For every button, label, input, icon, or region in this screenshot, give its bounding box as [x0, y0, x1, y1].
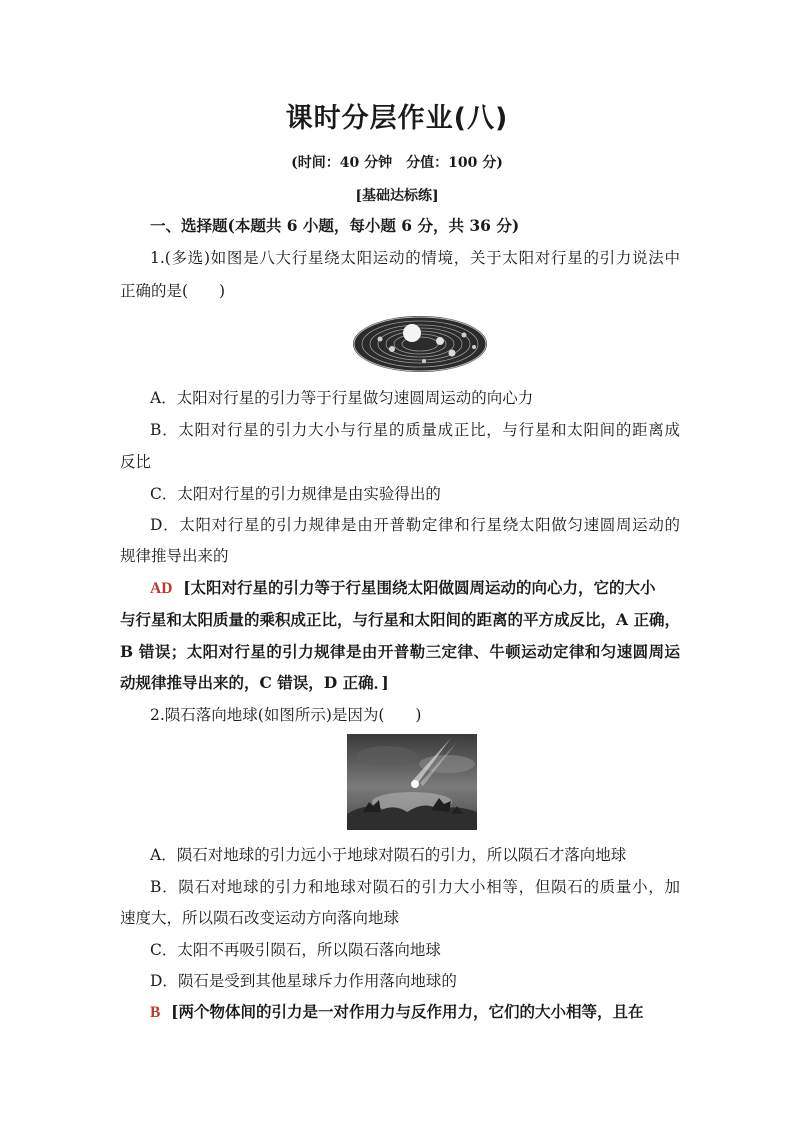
q1-explanation-line2: 与行星和太阳质量的乘积成正比，与行星和太阳间的距离的平方成反比，A 正确，: [120, 610, 680, 629]
q1-option-d-line1: D．太阳对行星的引力规律是由开普勒定律和行星绕太阳做匀速圆周运动的: [150, 516, 680, 534]
q1-answer: AD: [150, 580, 173, 597]
meteor-illustration: [347, 734, 477, 830]
q2-explanation-text1: [两个物体间的引力是一对作用力与反作用力，它们的大小相等，且在: [171, 1002, 644, 1021]
part-heading: 一、选择题(本题共 6 小题，每小题 6 分，共 36 分): [150, 216, 520, 235]
section-label: [基础达标练]: [355, 188, 439, 204]
time-score-info: (时间：40 分钟 分值：100 分): [291, 155, 503, 171]
q1-stem-line2: 正确的是( ): [120, 282, 226, 300]
q2-option-d: D．陨石是受到其他星球斥力作用落向地球的: [150, 972, 457, 990]
q2-option-a: A．陨石对地球的引力远小于地球对陨石的引力，所以陨石才落向地球: [150, 846, 627, 864]
q1-explanation-line4: 动规律推导出来的，C 错误，D 正确．]: [120, 673, 389, 692]
page-title: 课时分层作业(八): [285, 103, 509, 134]
q2-answer: B: [150, 1004, 161, 1021]
q1-explanation-line3: B 错误；太阳对行星的引力规律是由开普勒三定律、牛顿运动定律和匀速圆周运: [120, 642, 680, 661]
q1-stem-line1: 1.(多选)如图是八大行星绕太阳运动的情境，关于太阳对行星的引力说法中: [150, 249, 680, 267]
q2-option-b-line2: 速度大，所以陨石改变运动方向落向地球: [120, 909, 400, 927]
q2-explanation-line1: [150, 1002, 680, 1023]
q1-option-a: A．太阳对行星的引力等于行星做匀速圆周运动的向心力: [150, 389, 534, 407]
solar-system-figure: [352, 311, 488, 373]
q1-option-d-line2: 规律推导出来的: [120, 547, 229, 565]
q1-explanation-text1: [太阳对行星的引力等于行星围绕太阳做圆周运动的向心力，它的大小: [183, 578, 656, 597]
q1-option-b-line2: 反比: [120, 453, 152, 471]
q2-option-c: C．太阳不再吸引陨石，所以陨石落向地球: [150, 941, 441, 959]
q1-option-c: C．太阳对行星的引力规律是由实验得出的: [150, 485, 441, 503]
q2-stem: 2.陨石落向地球(如图所示)是因为( ): [150, 706, 422, 724]
q1-option-b-line1: B．太阳对行星的引力大小与行星的质量成正比，与行星和太阳间的距离成: [150, 421, 680, 439]
meteor-figure: [347, 734, 477, 830]
q2-option-b-line1: B．陨石对地球的引力和地球对陨石的引力大小相等，但陨石的质量小，加: [150, 878, 680, 896]
q1-explanation-line1: [150, 578, 680, 599]
solar-system-illustration: [352, 311, 488, 373]
